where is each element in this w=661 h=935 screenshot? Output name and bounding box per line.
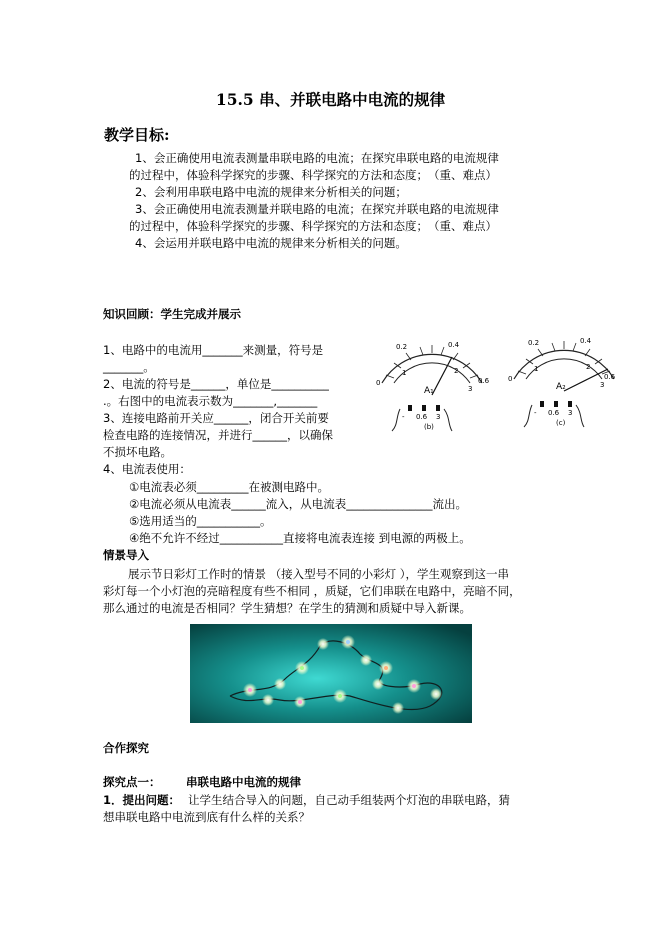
cooperative-heading: 合作探究 [103,741,149,755]
ammeter-symbol: A₂ [556,382,566,392]
tick-label: 3 [600,381,605,389]
question-text: 让学生结合导入的问题，自己动手组装两个灯泡的串联电路，猜 [188,793,510,807]
tick-label: 0 [376,379,381,387]
terminal-label: - [534,409,537,417]
ammeter-right [508,337,616,427]
objective-line: 的过程中，体验科学探究的步骤、科学探究的方法和态度； （重、难点） [129,219,497,233]
tick-label: 3 [468,385,473,393]
terminal-label: 3 [568,409,573,417]
usage-line: ④绝不允许不经过___________直接将电流表连接 到电源的两极上。 [129,531,471,545]
terminal-label: 0.6 [548,409,560,417]
review-line: 1、电路中的电流用_______来测量，符号是 [103,343,324,357]
objective-line: 4、会运用并联电路中电流的规律来分析相关的问题。 [135,236,407,250]
tick-label: 0.6 [478,377,490,385]
review-line: 2、电流的符号是______，单位是__________ [103,377,329,391]
usage-line: ①电流表必须_________在被测电路中。 [129,480,330,494]
explore-point-title: 串联电路中电流的规律 [186,775,301,789]
objectives-heading: 教学目标: [104,126,170,144]
question-label: 1．提出问题： [103,793,181,807]
tick-label: 1 [402,369,407,377]
review-heading: 知识回顾：学生完成并展示 [103,307,241,321]
review-line: _______。 [103,360,155,374]
tick-label: 0.2 [396,343,408,351]
usage-line: ⑤选用适当的___________。 [129,514,272,528]
page-title: 15.5 串、并联电路中电流的规律 [215,90,446,109]
tick-label: 1 [534,365,539,373]
objective-line: 1、会正确使用电流表测量串联电路的电流；在探究串联电路的电流规律 [135,151,499,165]
ammeter-symbol: A₁ [424,386,434,396]
objective-line: 的过程中，体验科学探究的步骤、科学探究的方法和态度； （重、难点） [129,168,497,182]
tick-label: 0 [508,375,513,383]
terminal-label: 0.6 [416,413,428,421]
objective-line: 2、会利用串联电路中电流的规律来分析相关的问题； [135,185,407,199]
question-text: 想串联电路中电流到底有什么样的关系？ [103,810,310,824]
figure-caption: (b) [424,423,434,431]
tick-label: 2 [454,367,459,375]
ammeter-figures [372,333,616,433]
review-line: 3、连接电路前开关应______，闭合开关前要 [103,411,329,425]
review-line: 不损坏电路。 [103,445,172,459]
figure-caption: (c) [556,419,566,427]
scenario-line: 那么通过的电流是否相同？学生猜想？在学生的猜测和质疑中导入新课。 [103,601,471,615]
tick-label: 0.2 [528,339,540,347]
tick-label: 0.6 [604,373,616,381]
terminal-label: - [402,413,405,421]
usage-line: ②电流必须从电流表______流入，从电流表_______________流出。 [129,497,468,511]
objective-line: 3、会正确使用电流表测量并联电路的电流；在探究并联电路的电流规律 [135,202,499,216]
review-line: 检查电路的连接情况，并进行______，以确保 [103,428,333,442]
terminal-label: 3 [436,413,441,421]
scenario-heading: 情景导入 [103,548,149,562]
ammeter-left [376,341,490,431]
scenario-line: 彩灯每一个小灯泡的亮暗程度有些不相同 ，质疑，它们串联在电路中，亮暗不同， [103,584,521,598]
tick-label: 0.4 [448,341,460,349]
tick-label: 0.4 [580,337,592,345]
string-lights-photo [190,624,472,723]
tick-label: 2 [586,363,591,371]
review-line: 4、电流表使用： [103,462,191,476]
review-line: .。右图中的电流表示数为_______,_______ [103,394,318,408]
scenario-line: 展示节日彩灯工作时的情景 （接入型号不同的小彩灯 ），学生观察到这一串 [128,567,510,581]
explore-point-label: 探究点一： [103,775,161,789]
